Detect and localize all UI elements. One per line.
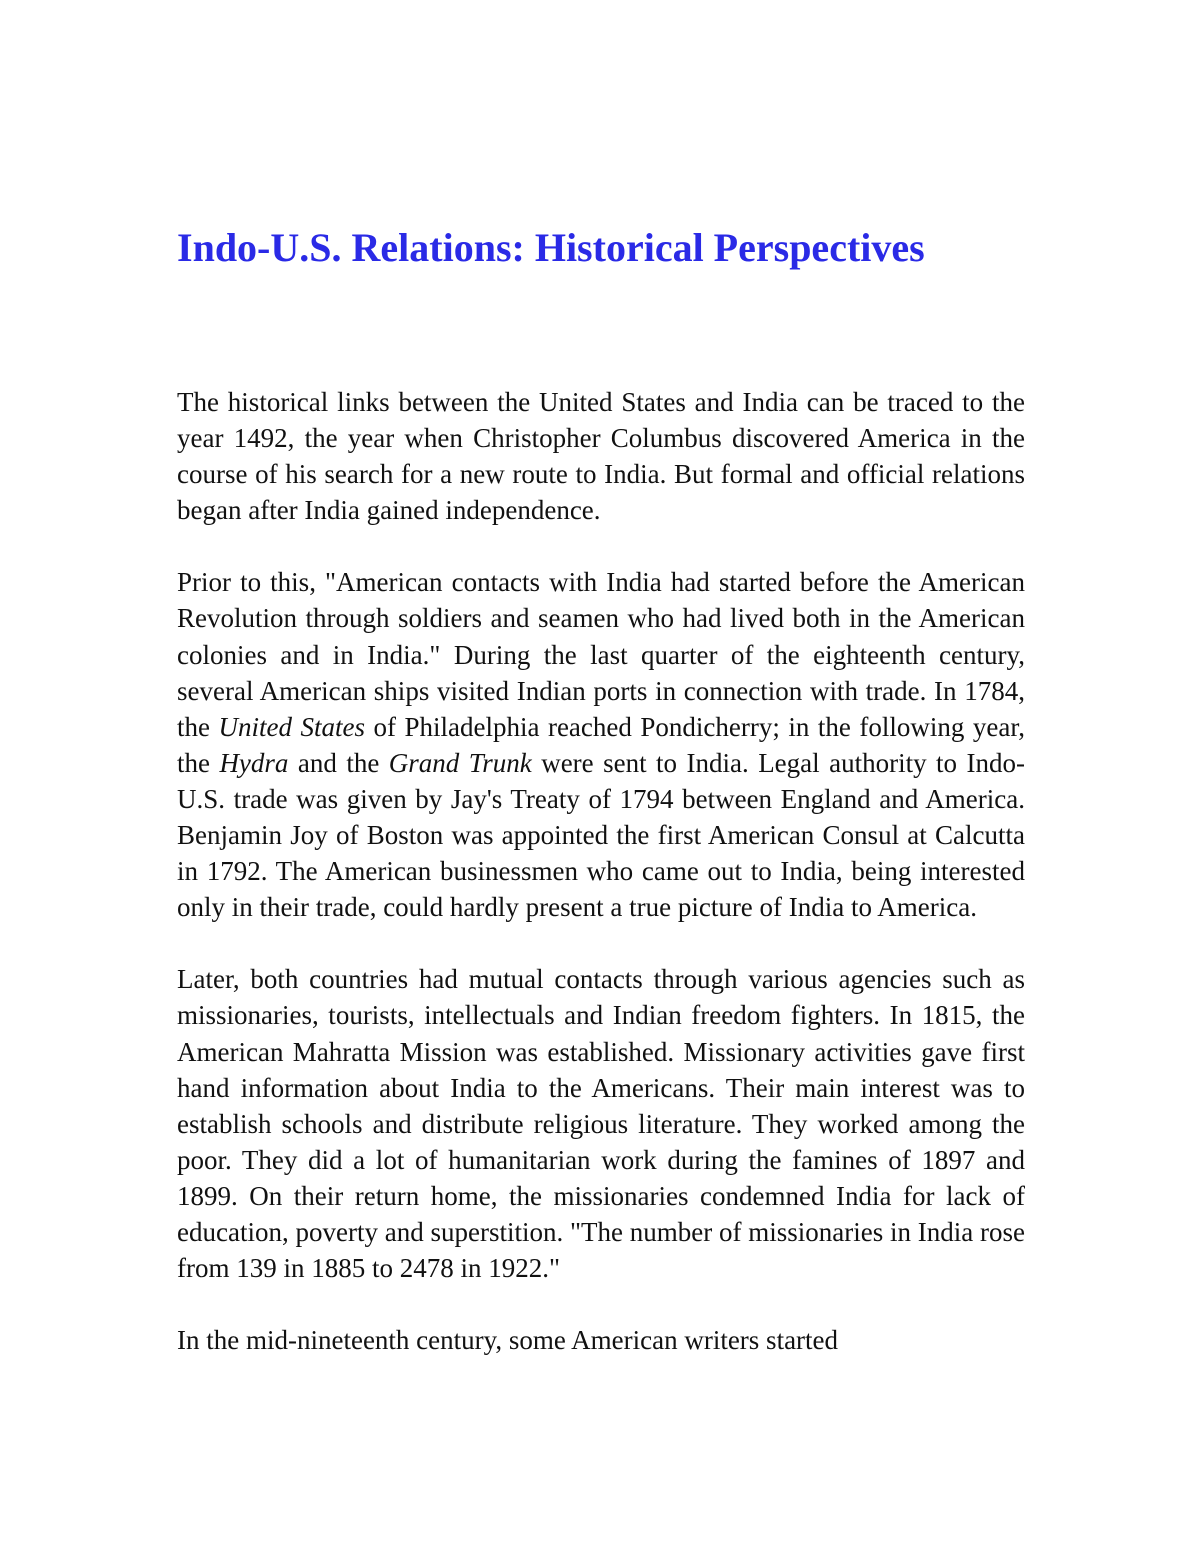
ship-name-united-states: United States [218,711,365,742]
document-body [177,384,1025,1358]
document-title: Indo-U.S. Relations: Historical Perspectives [177,225,925,270]
ship-name-grand-trunk: Grand Trunk [388,747,532,778]
paragraph-4 [177,1322,1025,1358]
text-run: Prior to this, "American contacts with India had started before the American Revolution through soldiers and seamen who had lived both in the American colonies and in India." During the last quarter of the eighteenth century, several American ships visited Indian ports in connection with trade. In 1784, the [177,567,1025,742]
paragraph-3 [177,961,1025,1286]
text-run: of Philadelphia reached Pondicherry; in the following year, the [177,711,1025,778]
ship-name-hydra: Hydra [219,747,289,778]
paragraph-1 [177,384,1025,528]
text-run: In the mid-nineteenth century, some American writers started [177,1325,839,1356]
paragraph-2 [177,564,1025,925]
text-run: were sent to India. Legal authority to Indo-U.S. trade was given by Jay's Treaty of 1794 between England and America. Benjamin Joy of Boston was appointed the first American Consul at Calcutta in 1792. The American businessmen who came out to India, being interested only in their trade, could hardly present a true picture of India to America. [177,747,1025,923]
text-run: The historical links between the United States and India can be traced to the year 1492, the year when Christopher Columbus discovered America in the course of his search for a new route to India. But formal and official relations began after India gained independence. [177,387,1025,526]
text-run: and the [288,747,389,778]
text-run: Later, both countries had mutual contacts through various agencies such as missionaries, tourists, intellectuals and Indian freedom fighters. In 1815, the American Mahratta Mission was established. Missionary activities gave first hand information about India to the Americans. Their main interest was to establish schools and distribute religious literature. They worked among the poor. They did a lot of humanitarian work during the famines of 1897 and 1899. On their return home, the missionaries condemned India for lack of education, poverty and superstition. "The number of missionaries in India rose from 139 in 1885 to 2478 in 1922." [177,964,1025,1284]
